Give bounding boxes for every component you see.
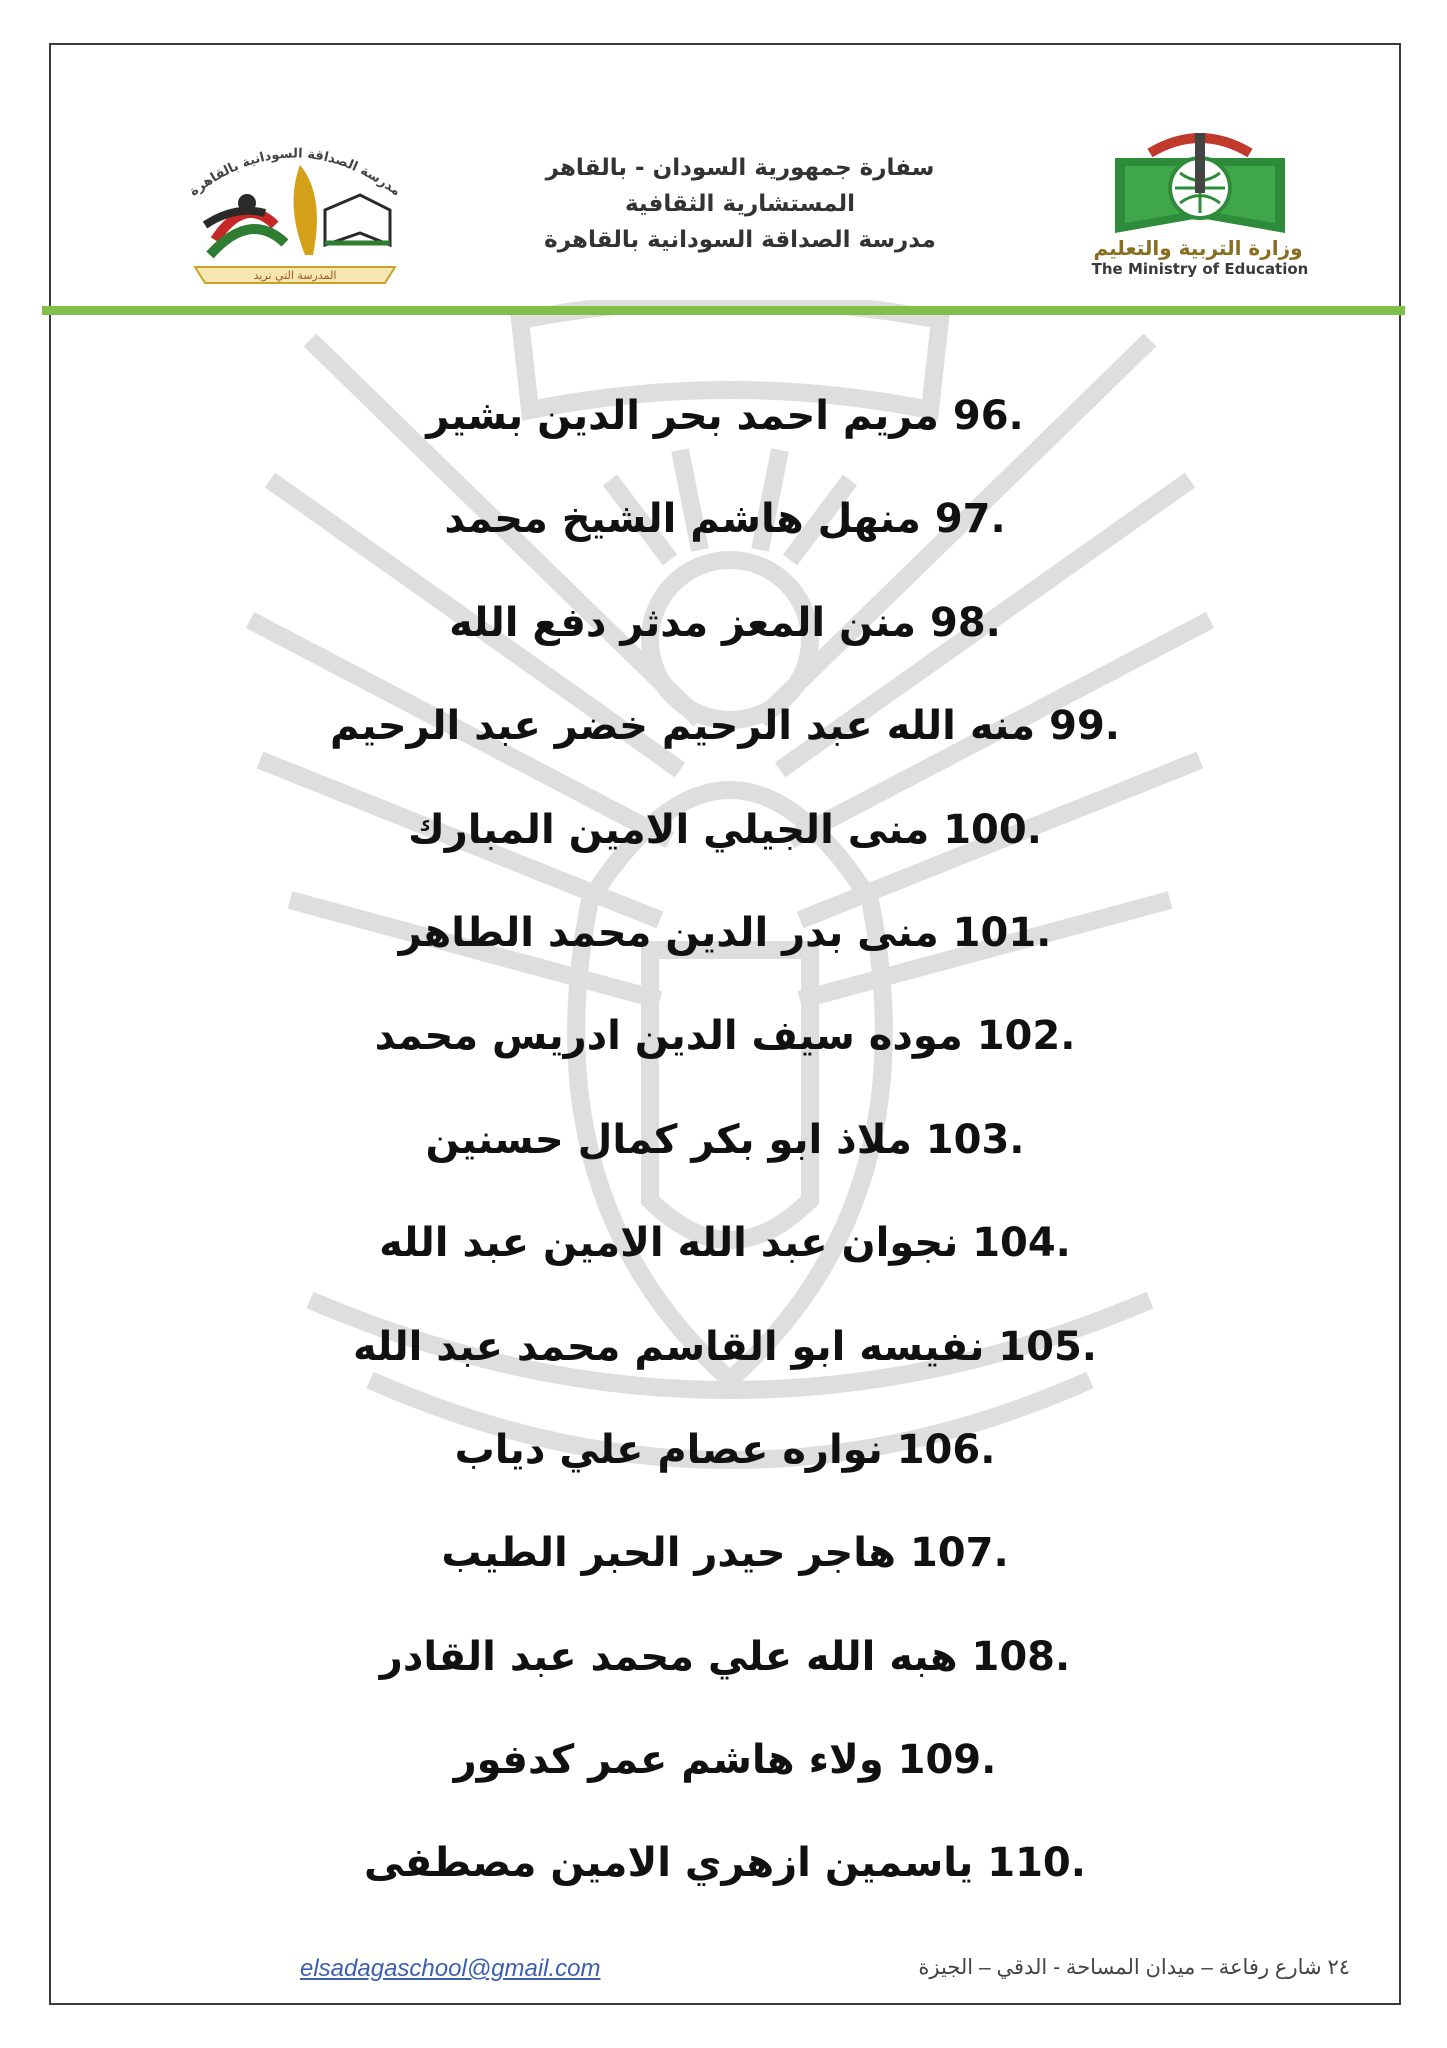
student-name: نواره عصام علي دياب bbox=[454, 1426, 883, 1473]
header-title bbox=[480, 150, 1000, 258]
student-number: 103. bbox=[925, 1116, 1025, 1163]
header-line-school: مدرسة الصداقة السودانية بالقاهرة bbox=[544, 227, 936, 253]
student-entry bbox=[441, 1525, 1008, 1581]
student-name: هاجر حيدر الحبر الطيب bbox=[441, 1530, 897, 1577]
student-entry bbox=[455, 1422, 996, 1478]
student-entry bbox=[408, 802, 1042, 858]
student-number: 98. bbox=[930, 599, 1001, 646]
header-divider bbox=[42, 306, 1405, 315]
list-item bbox=[200, 1112, 1250, 1215]
student-entry bbox=[426, 1112, 1025, 1168]
list-item bbox=[200, 1629, 1250, 1732]
student-number: 110. bbox=[987, 1840, 1086, 1887]
email-link[interactable]: elsadagaschool@gmail.com bbox=[300, 1955, 601, 1982]
list-item bbox=[200, 388, 1250, 491]
list-item bbox=[200, 1732, 1250, 1835]
school-logo-ribbon-text: المدرسة التي نريد bbox=[253, 269, 337, 282]
student-name: ولاء هاشم عمر كدفور bbox=[453, 1737, 884, 1784]
list-item bbox=[200, 491, 1250, 594]
student-number: 102. bbox=[976, 1013, 1076, 1060]
student-number: 100. bbox=[943, 806, 1042, 853]
student-entry bbox=[353, 1319, 1097, 1375]
list-item bbox=[200, 802, 1250, 905]
school-logo-arc-text: مدرسة الصداقة السودانية بالقاهرة bbox=[186, 146, 404, 200]
list-item bbox=[200, 905, 1250, 1008]
list-item bbox=[200, 1319, 1250, 1422]
ministry-name-ar: وزارة التربية والتعليم bbox=[1093, 236, 1303, 260]
student-number: 97. bbox=[934, 496, 1006, 543]
list-item bbox=[200, 1008, 1250, 1111]
student-entry bbox=[379, 1215, 1071, 1271]
header-line-attache: المستشارية الثقافية bbox=[624, 191, 856, 217]
student-name: نجوان عبد الله الامين عبد الله bbox=[379, 1220, 959, 1267]
student-entry bbox=[399, 905, 1052, 961]
header-line-embassy: سفارة جمهورية السودان - بالقاهر bbox=[545, 155, 935, 181]
student-entry bbox=[375, 1008, 1076, 1064]
student-entry bbox=[449, 595, 1001, 651]
student-number: 101. bbox=[952, 909, 1052, 956]
student-name: موده سيف الدين ادريس محمد bbox=[374, 1013, 963, 1060]
student-entry bbox=[330, 698, 1120, 754]
student-entry bbox=[364, 1835, 1086, 1891]
list-item bbox=[200, 595, 1250, 698]
student-name: نفيسه ابو القاسم محمد عبد الله bbox=[352, 1323, 985, 1370]
student-name: منن المعز مدثر دفع الله bbox=[449, 599, 917, 646]
student-number: 107. bbox=[909, 1530, 1009, 1577]
student-number: 104. bbox=[972, 1220, 1071, 1267]
student-number: 96. bbox=[952, 393, 1024, 439]
student-name: منه الله عبد الرحيم خضر عبد الرحيم bbox=[330, 703, 1036, 750]
student-name: ياسمين ازهري الامين مصطفى bbox=[364, 1840, 974, 1887]
student-entry bbox=[380, 1629, 1070, 1685]
student-number: 105. bbox=[998, 1323, 1097, 1370]
student-list bbox=[200, 388, 1250, 1939]
student-number: 106. bbox=[896, 1426, 996, 1473]
student-name: منى بدر الدين محمد الطاهر bbox=[398, 909, 939, 956]
list-item bbox=[200, 1525, 1250, 1628]
student-entry bbox=[444, 491, 1005, 547]
student-name: منهل هاشم الشيخ محمد bbox=[444, 496, 921, 543]
student-number: 109. bbox=[897, 1737, 997, 1784]
student-name: منى الجيلي الامين المبارك bbox=[408, 806, 930, 853]
list-item bbox=[200, 698, 1250, 801]
student-name: مريم احمد بحر الدين بشير bbox=[426, 393, 939, 439]
student-entry bbox=[454, 1732, 997, 1788]
list-item bbox=[200, 1835, 1250, 1938]
student-number: 108. bbox=[971, 1633, 1071, 1680]
student-name: ملاذ ابو بكر كمال حسنين bbox=[425, 1116, 912, 1163]
student-entry bbox=[426, 388, 1024, 444]
list-item bbox=[200, 1422, 1250, 1525]
school-logo bbox=[175, 125, 415, 290]
student-name: هبه الله علي محمد عبد القادر bbox=[379, 1633, 958, 1680]
footer-address: ٢٤ شارع رفاعة – ميدان المساحة - الدقي – الجيزة bbox=[918, 1956, 1350, 1979]
ministry-name-en: The Ministry of Education bbox=[1091, 260, 1309, 278]
student-number: 99. bbox=[1049, 703, 1120, 750]
list-item bbox=[200, 1215, 1250, 1318]
